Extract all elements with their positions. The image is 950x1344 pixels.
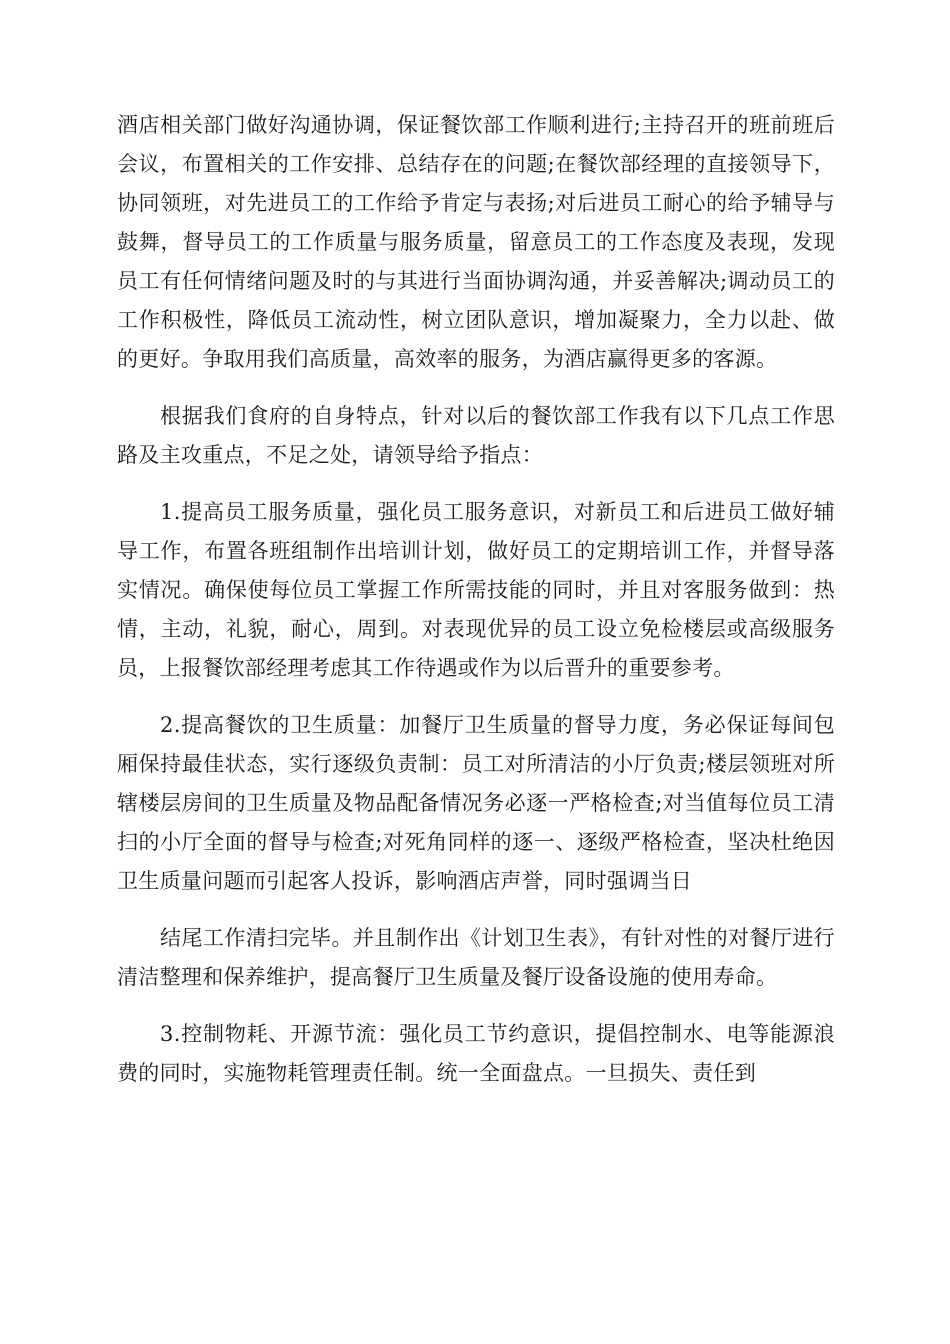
paragraph: 结尾工作清扫完毕。并且制作出《计划卫生表》，有针对性的对餐厅进行清洁整理和保养维护，提高餐厅卫生质量及餐厅设备设施的使用寿命。 (117, 926, 835, 989)
paragraph: 根据我们食府的自身特点，针对以后的餐饮部工作我有以下几点工作思路及主攻重点，不足之处，请领导给予指点： (117, 404, 835, 467)
paragraph: 1.提高员工服务质量，强化员工服务意识，对新员工和后进员工做好辅导工作，布置各班组制作出培训计划，做好员工的定期培训工作，并督导落实情况。确保使每位员工掌握工作所需技能的同时，并且对客服务做到：热情，主动，礼貌，耐心，周到。对表现优异的员工设立免检楼层或高级服务员，上报餐饮部经理考虑其工作待遇或作为以后晋升的重要参考。 (117, 500, 835, 680)
paragraph: 2.提高餐饮的卫生质量：加餐厅卫生质量的督导力度，务必保证每间包厢保持最佳状态，实行逐级负责制：员工对所清洁的小厅负责;楼层领班对所辖楼层房间的卫生质量及物品配备情况务必逐一严格检查;对当值每位员工清扫的小厅全面的督导与检查;对死角同样的逐一、逐级严格检查，坚决杜绝因卫生质量问题而引起客人投诉，影响酒店声誉，同时强调当日 (117, 713, 835, 893)
paragraph: 3.控制物耗、开源节流：强化员工节约意识，提倡控制水、电等能源浪费的同时，实施物耗管理责任制。统一全面盘点。一旦损失、责任到 (117, 1022, 835, 1085)
document-body (117, 106, 835, 1111)
paragraph: 酒店相关部门做好沟通协调，保证餐饮部工作顺利进行;主持召开的班前班后会议，布置相关的工作安排、总结存在的问题;在餐饮部经理的直接领导下，协同领班，对先进员工的工作给予肯定与表扬;对后进员工耐心的给予辅导与鼓舞，督导员工的工作质量与服务质量，留意员工的工作态度及表现，发现员工有任何情绪问题及时的与其进行当面协调沟通，并妥善解决;调动员工的工作积极性，降低员工流动性，树立团队意识，增加凝聚力，全力以赴、做的更好。争取用我们高质量，高效率的服务，为酒店赢得更多的客源。 (117, 113, 835, 371)
